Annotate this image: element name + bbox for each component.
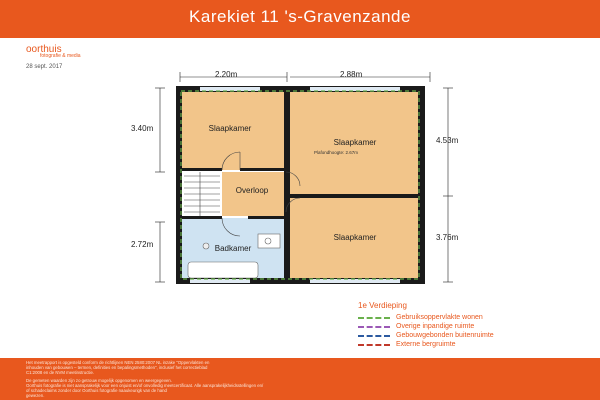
date-label: 28 sept. 2017: [26, 64, 63, 70]
legend-item-wonen: Gebruiksoppervlakte wonen: [358, 313, 494, 322]
dim-right-bottom: 3.76m: [436, 233, 459, 242]
plafond-note: Plafondhoogte: 2.67m: [314, 150, 359, 155]
dim-left-bottom: 2.72m: [131, 240, 154, 249]
logo-name: oorthuis: [26, 44, 62, 55]
disclaimer-line-4: De gemeten waarden zijn zo getrouw mogelijk opgenomen en weergegeven.: [26, 378, 172, 383]
dim-top-right: 2.88m: [340, 70, 363, 79]
disclaimer-line-1: Het meetrapport is opgesteld conform de richtlijnen NEN 2580:2007 NL inzake "Oppervlakten en: [26, 360, 210, 365]
page-title: Karekiet 11 's-Gravenzande: [189, 7, 411, 26]
label-overloop: Overloop: [235, 186, 269, 195]
legend-item-berging: Externe bergruimte: [358, 340, 494, 349]
legend-item-buitenruimte: Gebouwgebonden buitenruimte: [358, 331, 494, 340]
footer-bar: [0, 358, 600, 400]
label-slaapkamer-3: Slaapkamer: [333, 233, 377, 242]
legend-item-overige: Overige inpandige ruimte: [358, 322, 494, 331]
dim-right-top: 4.53m: [436, 136, 459, 145]
disclaimer-line-7: gewezen.: [26, 393, 45, 398]
disclaimer-line-6: of schadeclaims zonder door Oorthuis fotografie naaukeurigk van de hand: [26, 388, 167, 393]
label-slaapkamer-2: Slaapkamer: [333, 138, 377, 147]
label-badkamer: Badkamer: [214, 244, 252, 253]
logo-tagline: fotografie & media: [40, 53, 81, 59]
legend: [358, 301, 494, 349]
disclaimer-line-5: Oorthuis fotografie is niet aansprakelijk voor een onjuist en/of onvolledig meetcertificaat. Alle aansprakelijkheidsstellingen en/: [26, 383, 264, 388]
disclaimer-line-3: C1:2008 en de NVM meetinstructie.: [26, 370, 95, 375]
dim-top-left: 2.20m: [215, 70, 238, 79]
label-slaapkamer-1: Slaapkamer: [208, 124, 252, 133]
legend-title: 1e Verdieping: [358, 301, 407, 310]
disclaimer-line-2: inhouden van gebouwen – termen, definities en bepalingsmethoden", inclusief het correctieblad: [26, 365, 208, 370]
dim-left-top: 3.40m: [131, 124, 154, 133]
